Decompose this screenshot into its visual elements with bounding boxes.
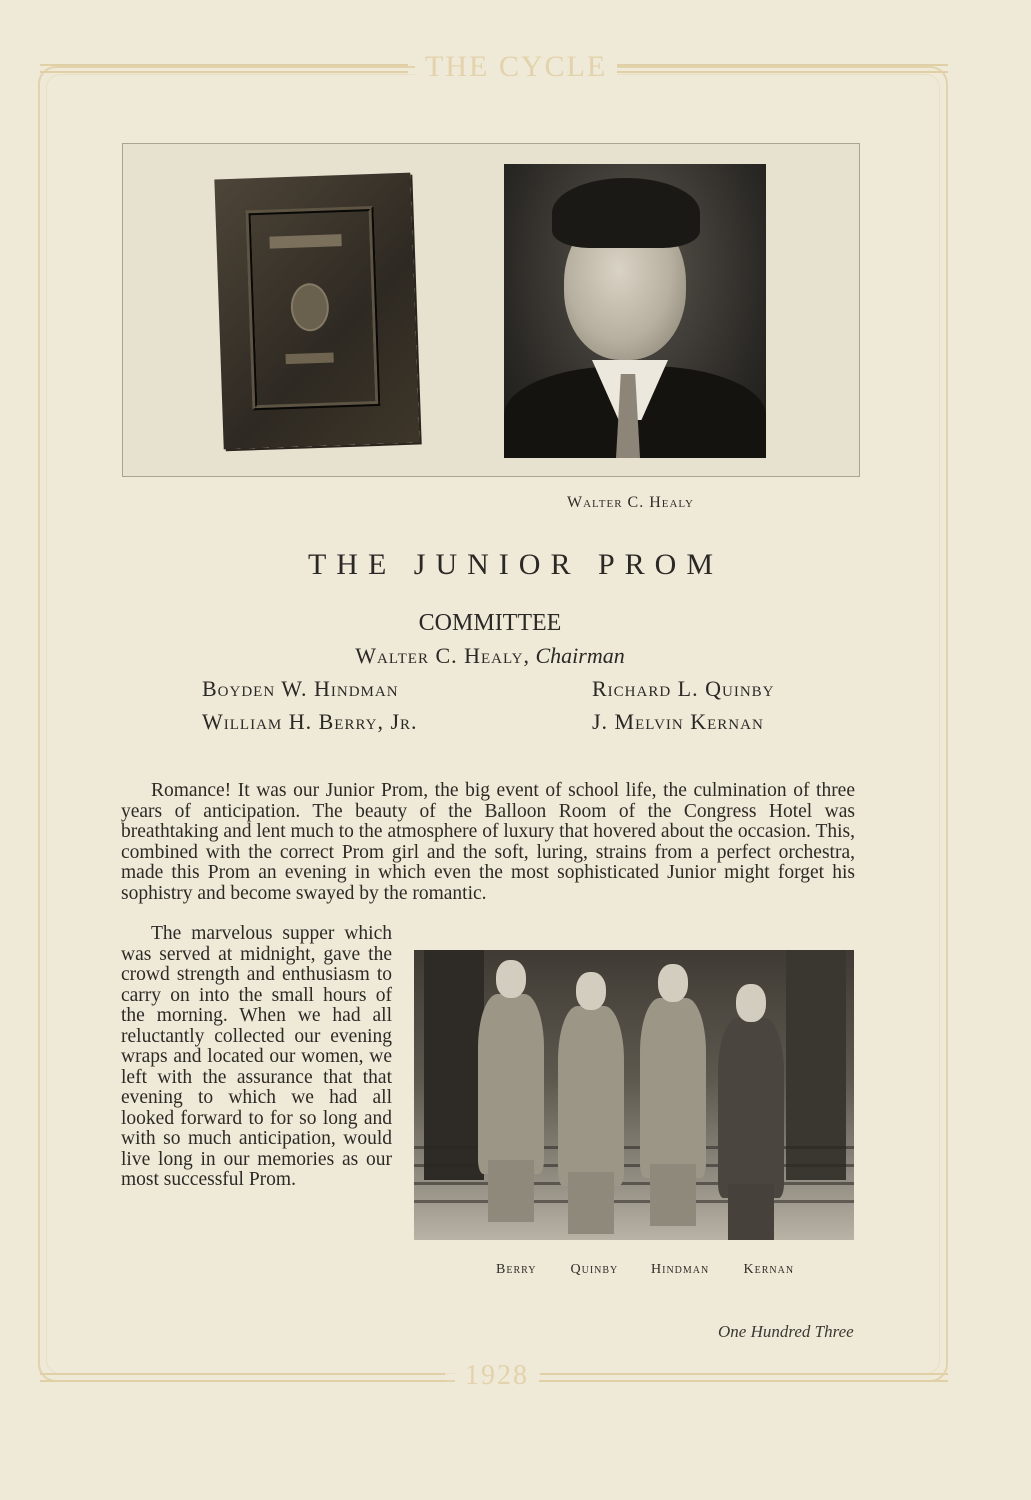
portrait-hair — [552, 178, 700, 248]
chairman-role: Chairman — [535, 643, 625, 668]
committee-member: Richard L. Quinby — [592, 676, 775, 701]
committee-member: William H. Berry, Jr. — [202, 709, 418, 734]
book-cover-label — [269, 234, 341, 249]
chairman-name: Walter C. Healy, — [355, 643, 530, 668]
committee-member: J. Melvin Kernan — [592, 709, 764, 734]
body-paragraph-1: Romance! It was our Junior Prom, the big event of school life, the culmination of three years of anticipation. The beauty of the Balloon Room of the Congress Hotel was breathtaking and lent much to the atmosphere of luxury that hovered about the occasion. This, combined with the correct Prom girl and the soft, luring, strains from a perfect orchestra, made this Prom an evening in which even the most sophisticated Junior might forget his sophistry and become swayed by the romantic. — [121, 780, 855, 904]
book-cover-panel — [245, 206, 380, 410]
committee-chairman — [0, 643, 980, 669]
body-paragraph-2: The marvelous supper which was served at midnight, gave the crowd strength and enthusiasm to carry on into the small hours of the morning. When we had all reluctantly collected our evening wraps and located our women, we left with the assurance that that evening to which we had all looked forward to for so long and with so much anticipation, would live long in our memories as our most successful Prom. — [121, 923, 392, 1190]
committee-member: Boyden W. Hindman — [202, 676, 399, 701]
footer-rule-right — [540, 1373, 948, 1382]
book-cover-seal — [290, 283, 330, 332]
person-quinby — [558, 972, 624, 1234]
group-photo-caption — [496, 1262, 794, 1278]
book-cover-year — [285, 352, 333, 364]
page-title: THE JUNIOR PROM — [307, 548, 724, 581]
caption-name: Berry — [496, 1262, 537, 1277]
portrait-caption: Walter C. Healy — [567, 494, 694, 511]
portrait-photo — [504, 164, 766, 458]
person-kernan — [718, 984, 784, 1240]
committee-group-photo — [414, 950, 854, 1240]
footer-rule-left — [40, 1373, 445, 1382]
footer-year: 1928 — [455, 1360, 539, 1392]
header-rule-right — [580, 64, 948, 73]
caption-name: Kernan — [743, 1262, 795, 1277]
prom-program-image — [214, 173, 419, 450]
photo-panel — [122, 143, 860, 477]
caption-name: Hindman — [651, 1262, 710, 1277]
committee-heading: COMMITTEE — [418, 610, 562, 636]
person-berry — [478, 960, 544, 1222]
running-head: THE CYCLE — [415, 50, 617, 84]
header-rule-left — [40, 64, 408, 73]
person-hindman — [640, 964, 706, 1226]
caption-name: Quinby — [570, 1262, 619, 1277]
page-number: One Hundred Three — [718, 1322, 854, 1341]
